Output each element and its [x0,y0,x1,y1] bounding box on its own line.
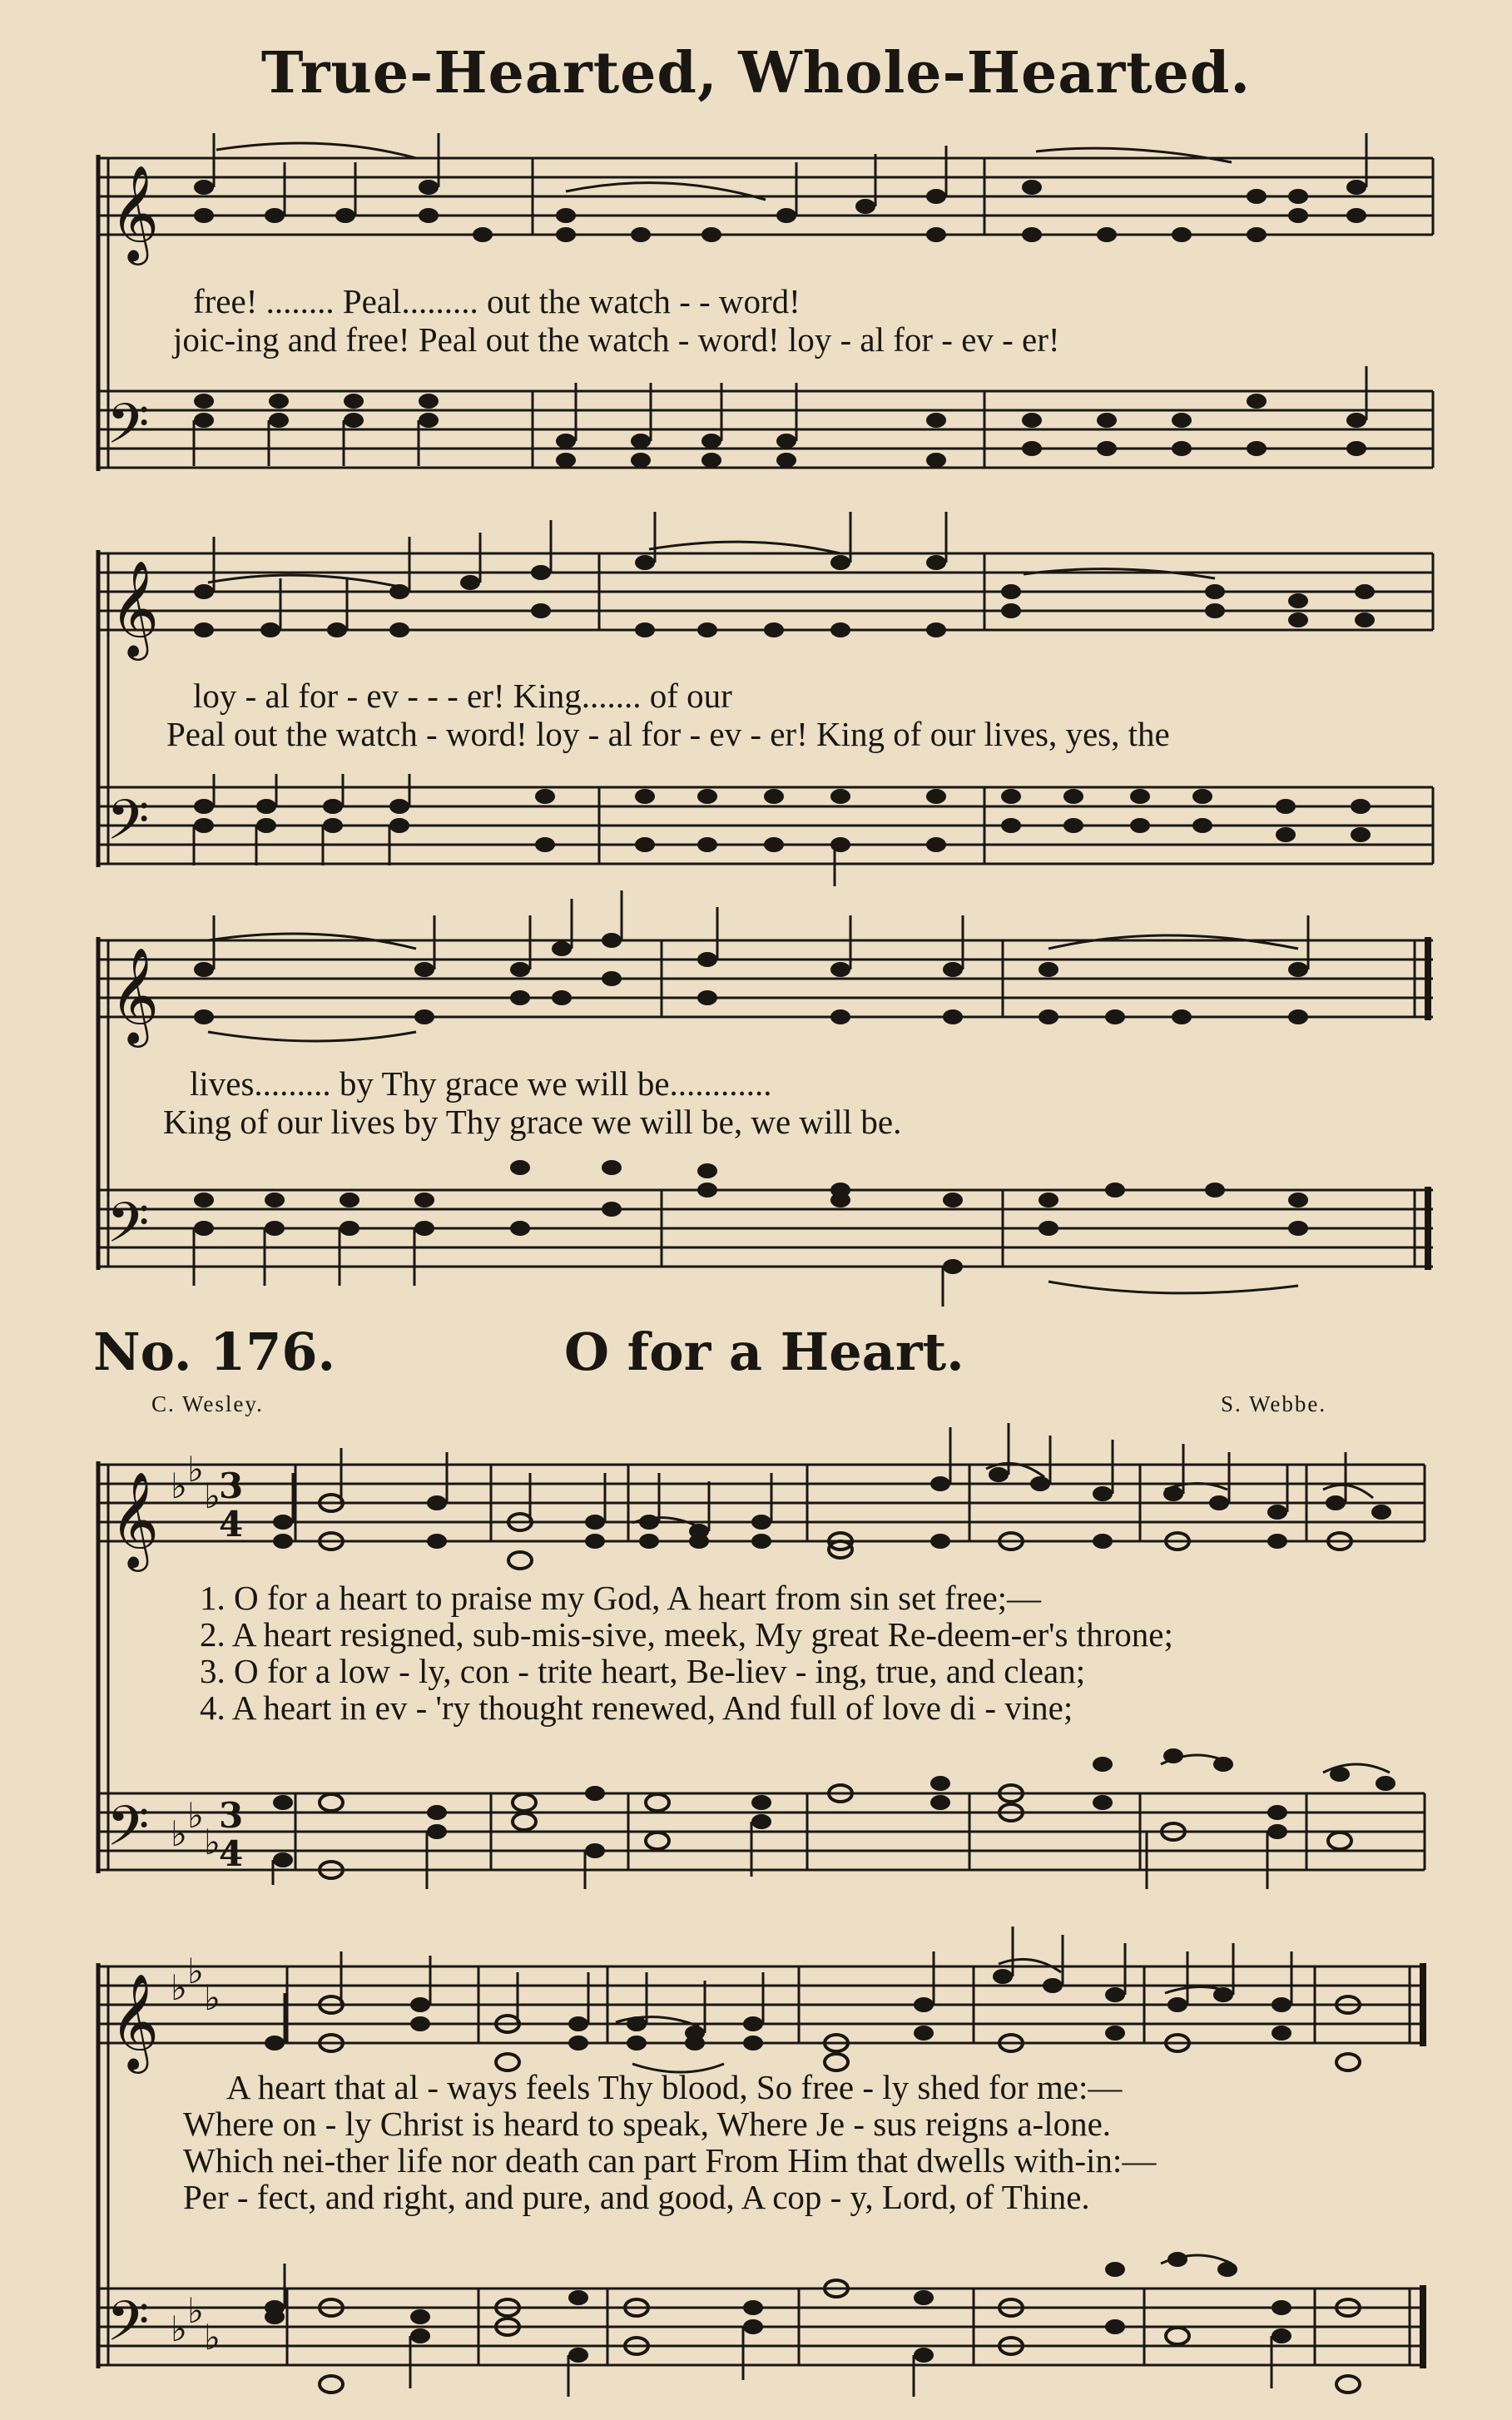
svg-text:♭: ♭ [204,1475,221,1516]
verse2-line1: 2. A heart resigned, sub-mis-sive, meek, My great Re-deem-er's throne; [200,1615,1173,1654]
verse3-line2: Which nei-ther life nor death can part From Him that dwells with-in:— [183,2141,1157,2179]
svg-text:♭: ♭ [187,1795,204,1836]
svg-text:♭: ♭ [187,2290,204,2331]
svg-text:𝄞: 𝄞 [110,1470,160,1568]
svg-text:𝄢: 𝄢 [107,788,150,865]
svg-text:4: 4 [219,1504,244,1545]
svg-text:𝄢: 𝄢 [107,1191,150,1268]
song1-lyric-line2-v2: Peal out the watch - word! loy - al for - ev - er! King of our lives, yes, the [166,715,1170,753]
song-title: True-Hearted, Whole-Hearted. [260,40,1252,107]
svg-text:4: 4 [219,1833,244,1874]
composer-credit: S. Webbe. [1221,1391,1327,1416]
svg-text:♭: ♭ [171,2308,187,2349]
svg-text:𝄞: 𝄞 [110,1972,160,2070]
song1-lyric-line3-v2: King of our lives by Thy grace we will be, we will be. [163,1103,902,1141]
song1-lyric-line1-v2: joic-ing and free! Peal out the watch - word! loy - al for - ev - er! [173,320,1060,359]
svg-text:♭: ♭ [204,2317,221,2358]
svg-text:♭: ♭ [187,1951,204,1991]
verse4-line1: 4. A heart in ev - 'ry thought renewed, And full of love di - vine; [200,1689,1073,1727]
svg-text:𝄞: 𝄞 [110,164,160,261]
svg-text:𝄞: 𝄞 [110,946,160,1044]
svg-text:♭: ♭ [204,1977,221,2018]
verse2-line2: Where on - ly Christ is heard to speak, Where Je - sus reigns a-lone. [183,2105,1112,2143]
hymn-title: O for a Heart. [564,1322,964,1382]
svg-text:♭: ♭ [187,1449,204,1490]
svg-text:𝄞: 𝄞 [110,559,160,657]
verse3-line1: 3. O for a low - ly, con - trite heart, Be-liev - ing, true, and clean; [200,1652,1086,1690]
svg-text:3: 3 [219,1795,244,1836]
svg-text:♭: ♭ [204,1822,221,1862]
svg-text:♭: ♭ [171,1967,187,2008]
svg-text:𝄢: 𝄢 [107,2289,150,2367]
hymn-number: No. 176. [93,1322,336,1382]
svg-text:𝄢: 𝄢 [107,1794,150,1872]
verse1-line2: A heart that al - ways feels Thy blood, So free - ly shed for me:— [226,2068,1123,2106]
song1-lyric-line3-v1: lives......... by Thy grace we will be............ [190,1064,772,1103]
author-credit: C. Wesley. [151,1391,264,1416]
svg-text:𝄢: 𝄢 [107,392,150,469]
verse1-line1: 1. O for a heart to praise my God, A heart from sin set free;— [200,1579,1042,1617]
song1-lyric-line2-v1: loy - al for - ev - - - er! King....... of our [193,677,732,715]
verse4-line2: Per - fect, and right, and pure, and good, A cop - y, Lord, of Thine. [183,2178,1090,2216]
svg-text:♭: ♭ [171,1465,187,1506]
svg-text:♭: ♭ [171,1813,187,1854]
svg-text:3: 3 [219,1465,244,1506]
song1-lyric-line1-v1: free! ........ Peal......... out the watch - - word! [193,282,801,320]
